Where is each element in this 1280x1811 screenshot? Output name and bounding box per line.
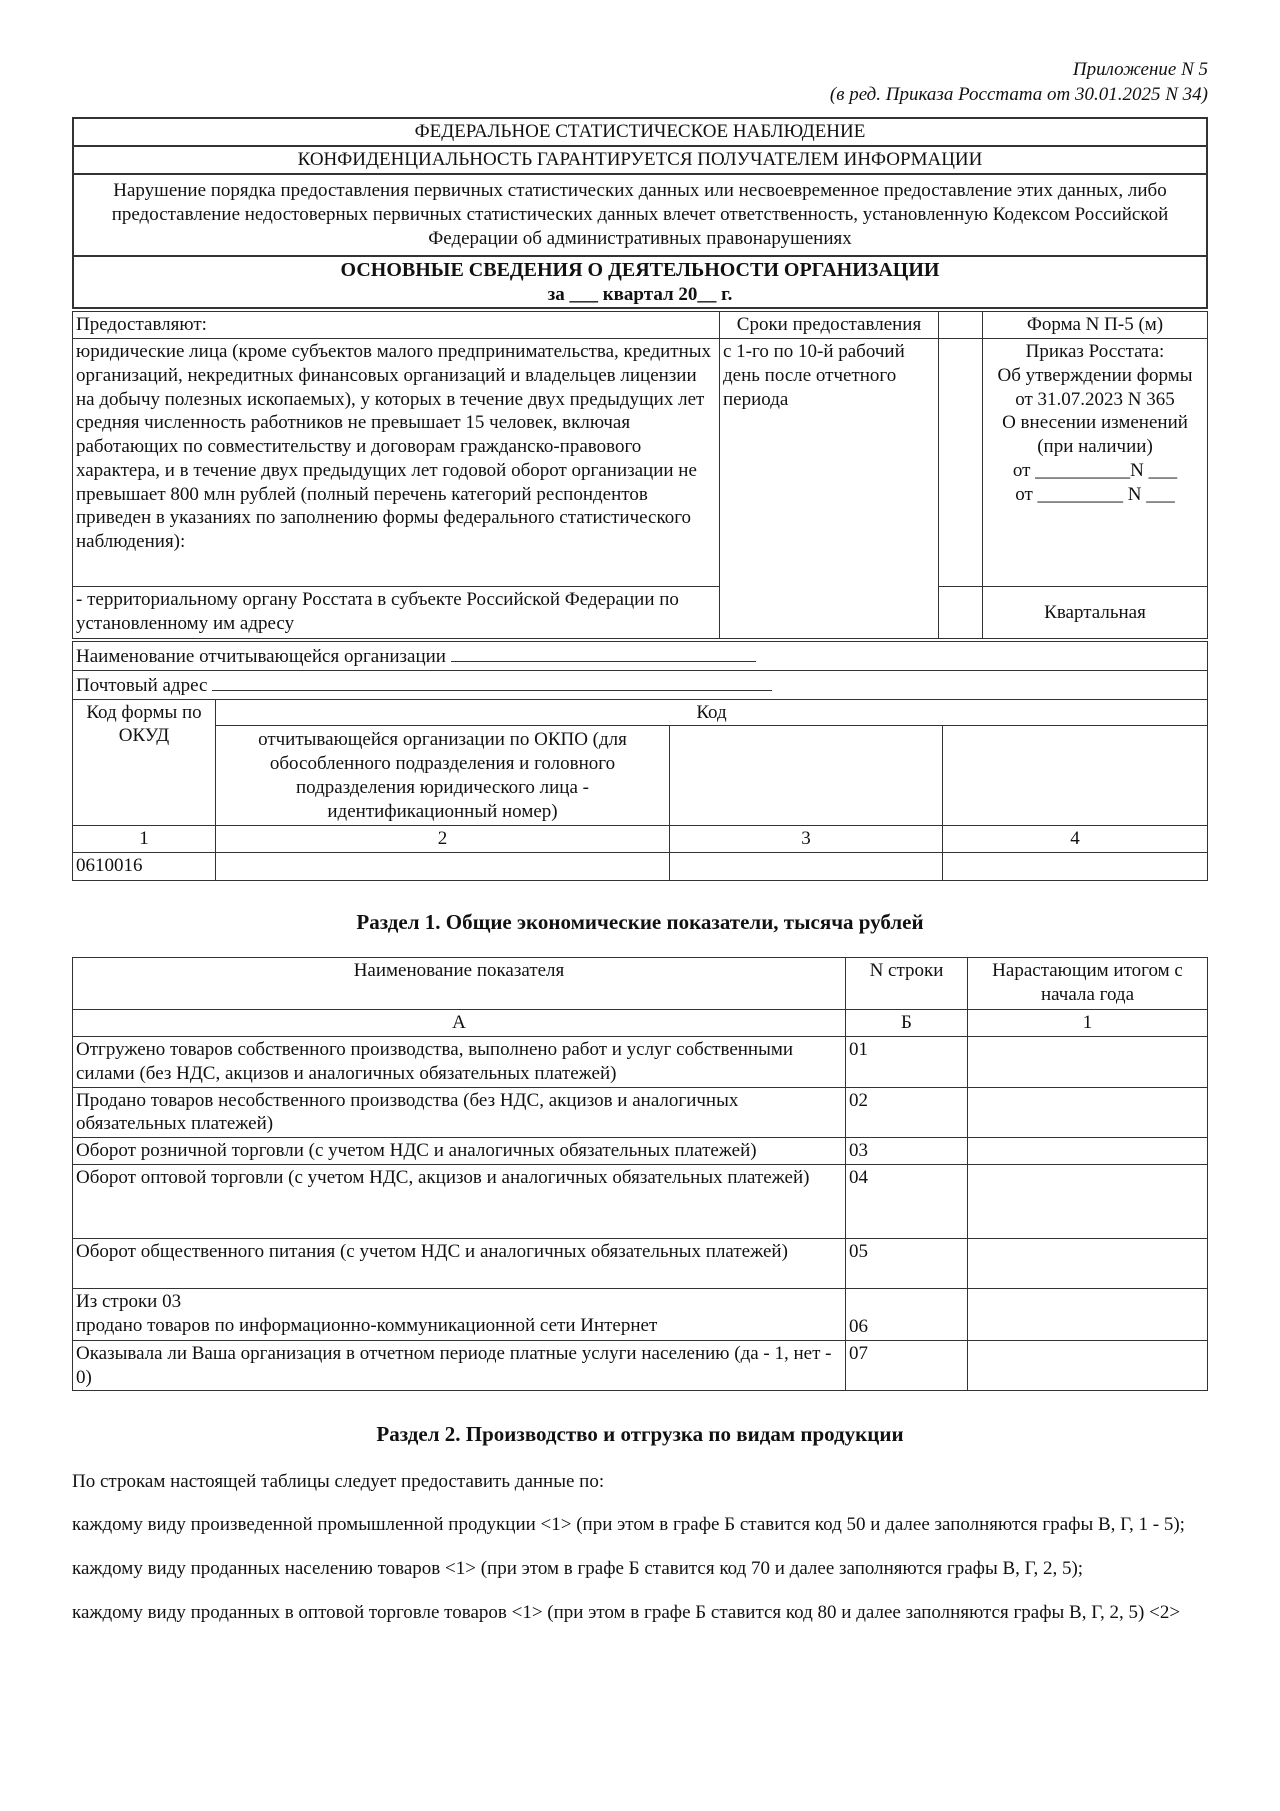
value-cell[interactable]	[968, 1340, 1208, 1391]
deadline-header: Сроки предоставления	[720, 312, 939, 339]
okpo-value-cell[interactable]	[216, 853, 670, 881]
row-code: 04	[846, 1164, 968, 1238]
deadline-text: с 1-го по 10-й рабочий день после отчетного периода	[720, 339, 939, 639]
who-submits-text: юридические лица (кроме субъектов малого предпринимательства, кредитных организаций, некредитных финансовых организаций и владельцев лицензии на добычу полезных ископаемых), у которых в течение двух предыдущих лет средняя численность работников не превышает 15 человек, включая работающих по совместительству и договорам гражданско-правового характера, и в течение двух предыдущих лет годовой оборот организации не превышает 800 млн рублей (полный перечень категорий респондентов приведен в указаниях по заполнению формы федерального статистического наблюдения):	[73, 339, 720, 587]
table-row	[73, 1238, 1208, 1288]
table-row	[73, 1087, 1208, 1138]
code-value-cell[interactable]	[943, 853, 1208, 881]
section2-item: каждому виду проданных в оптовой торговле товаров <1> (при этом в графе Б ставится код 80 и далее заполняются графы В, Г, 2, 5) <2>	[72, 1601, 1181, 1623]
recipient-text: - территориальному органу Росстата в субъекте Российской Федерации по установленному им адресу	[73, 587, 720, 639]
code-value-cell[interactable]	[670, 853, 943, 881]
cumulative-total-header: Нарастающим итогом с начала года	[968, 958, 1208, 1010]
column-letter: Б	[846, 1010, 968, 1037]
form-title: ОСНОВНЫЕ СВЕДЕНИЯ О ДЕЯТЕЛЬНОСТИ ОРГАНИЗАЦИИ	[340, 258, 940, 281]
indicator-parent-ref: Из строки 03	[76, 1290, 182, 1312]
appendix-note	[72, 58, 1208, 107]
warning-text: Нарушение порядка предоставления первичных статистических данных или несвоевременное предоставление этих данных, либо предоставление недостоверных первичных статистических данных влечет ответственность, установленную Кодексом Российской Федерации об административных правонарушениях	[73, 174, 1207, 255]
value-cell[interactable]	[968, 1288, 1208, 1340]
value-cell[interactable]	[968, 1138, 1208, 1165]
indicator-name: Оказывала ли Ваша организация в отчетном периоде платные услуги населению (да - 1, нет - 0)	[73, 1340, 846, 1391]
order-line: Об утверждении формы	[997, 364, 1193, 386]
row-code: 05	[846, 1238, 968, 1288]
spacer-cell	[939, 339, 983, 587]
column-letter: А	[73, 1010, 846, 1037]
indicator-name	[73, 1288, 846, 1340]
value-cell[interactable]	[968, 1087, 1208, 1138]
indicator-name: Отгружено товаров собственного производства, выполнено работ и услуг собственными силами (без НДС, акцизов и аналогичных обязательных платежей)	[73, 1037, 846, 1088]
table-row	[73, 1164, 1208, 1238]
indicator-name: Продано товаров несобственного производства (без НДС, акцизов и аналогичных обязательных платежей)	[73, 1087, 846, 1138]
column-number: 4	[943, 826, 1208, 853]
form-number: Форма N П-5 (м)	[983, 312, 1208, 339]
codes-table	[72, 641, 1208, 881]
form-title-cell	[73, 256, 1207, 309]
observation-title: ФЕДЕРАЛЬНОЕ СТАТИСТИЧЕСКОЕ НАБЛЮДЕНИЕ	[73, 118, 1207, 146]
indicator-name-text: продано товаров по информационно-коммуникационной сети Интернет	[76, 1314, 658, 1336]
okud-code: 0610016	[73, 853, 216, 881]
postal-address-row	[73, 670, 1208, 699]
postal-address-label: Почтовый адрес	[76, 674, 208, 696]
value-cell[interactable]	[968, 1238, 1208, 1288]
appendix-revision: (в ред. Приказа Росстата от 30.01.2025 N 34)	[829, 83, 1208, 105]
column-number: 3	[670, 826, 943, 853]
row-code: 02	[846, 1087, 968, 1138]
value-cell[interactable]	[968, 1164, 1208, 1238]
header-table	[72, 117, 1208, 309]
row-code: 03	[846, 1138, 968, 1165]
code-column-4-header	[943, 726, 1208, 826]
order-line: Приказ Росстата:	[1025, 341, 1165, 363]
section1-title: Раздел 1. Общие экономические показатели, тысяча рублей	[356, 910, 924, 935]
org-name-field[interactable]	[451, 643, 756, 662]
indicator-name-header: Наименование показателя	[73, 958, 846, 1010]
order-info	[983, 339, 1208, 587]
row-code: 06	[846, 1288, 968, 1340]
periodicity: Квартальная	[983, 587, 1208, 639]
document-page	[72, 0, 1208, 1645]
indicator-name: Оборот розничной торговли (с учетом НДС и аналогичных обязательных платежей)	[73, 1138, 846, 1165]
who-submits-header: Предоставляют:	[73, 312, 720, 339]
okud-header: Код формы по ОКУД	[73, 699, 216, 826]
spacer-cell	[939, 587, 983, 639]
table-row	[73, 1340, 1208, 1391]
order-line: О внесении изменений	[1002, 412, 1188, 434]
column-number: 1	[73, 826, 216, 853]
table-row	[73, 1138, 1208, 1165]
code-header: Код	[216, 699, 1208, 726]
section2-item: каждому виду произведенной промышленной продукции <1> (при этом в графе Б ставится код 50 и далее заполняются графы В, Г, 1 - 5);	[72, 1514, 1185, 1536]
section1-table	[72, 957, 1208, 1391]
row-code: 01	[846, 1037, 968, 1088]
row-code: 07	[846, 1340, 968, 1391]
section2-item: каждому виду проданных населению товаров <1> (при этом в графе Б ставится код 70 и далее заполняются графы В, Г, 2, 5);	[72, 1558, 1084, 1580]
okpo-header: отчитывающейся организации по ОКПО (для обособленного подразделения и головного подразделения юридического лица - идентификационный номер)	[216, 726, 670, 826]
table-row	[73, 1037, 1208, 1088]
indicator-name: Оборот оптовой торговли (с учетом НДС, акцизов и аналогичных обязательных платежей)	[73, 1164, 846, 1238]
column-number: 1	[968, 1010, 1208, 1037]
postal-address-field[interactable]	[212, 672, 772, 691]
appendix-number: Приложение N 5	[1072, 59, 1208, 80]
section2-intro: По строкам настоящей таблицы следует предоставить данные по:	[72, 1470, 605, 1492]
row-number-header: N строки	[846, 958, 968, 1010]
order-line: (при наличии)	[1037, 436, 1153, 458]
order-line: от 31.07.2023 N 365	[1015, 388, 1175, 410]
section2-title: Раздел 2. Производство и отгрузка по видам продукции	[376, 1422, 904, 1447]
column-number: 2	[216, 826, 670, 853]
spacer-cell	[939, 312, 983, 339]
table-row	[73, 1288, 1208, 1340]
org-name-row	[73, 642, 1208, 671]
submission-table	[72, 311, 1208, 639]
confidentiality-title: КОНФИДЕНЦИАЛЬНОСТЬ ГАРАНТИРУЕТСЯ ПОЛУЧАТЕЛЕМ ИНФОРМАЦИИ	[73, 146, 1207, 174]
value-cell[interactable]	[968, 1037, 1208, 1088]
order-line: от _________ N ___	[1015, 483, 1175, 505]
report-period: за ___ квартал 20__ г.	[547, 283, 733, 305]
order-line: от __________N ___	[1012, 459, 1178, 481]
code-column-3-header	[670, 726, 943, 826]
org-name-label: Наименование отчитывающейся организации	[76, 646, 446, 668]
indicator-name: Оборот общественного питания (с учетом НДС и аналогичных обязательных платежей)	[73, 1238, 846, 1288]
